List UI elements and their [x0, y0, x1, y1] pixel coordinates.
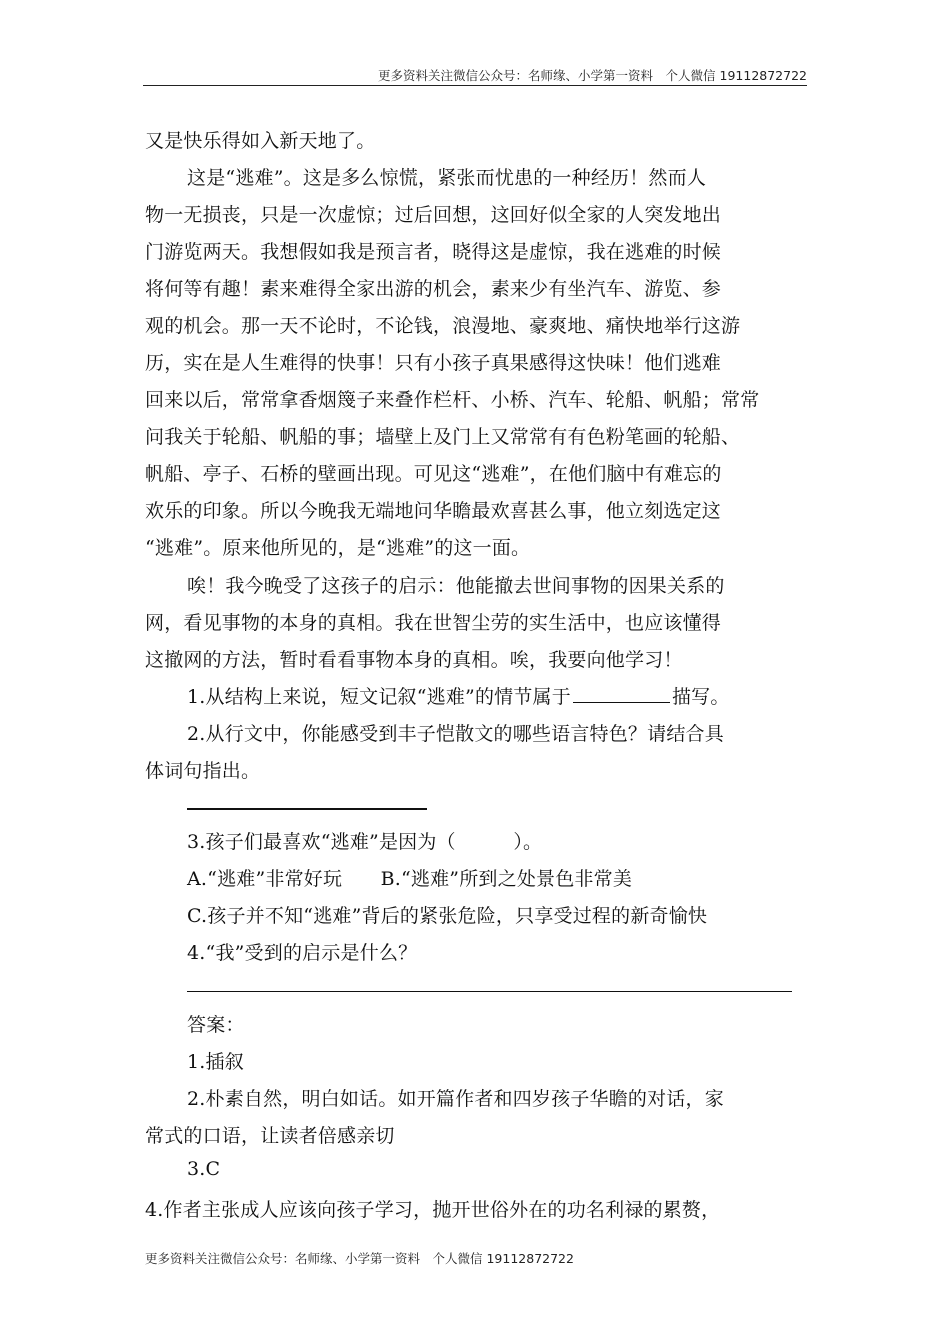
page-footer: 更多资料关注微信公众号：名师缘、小学第一资料 个人微信 19112872722 [145, 1251, 574, 1266]
answers-title: 答案： [187, 1014, 245, 1036]
answer-2-continued: 常式的口语，让读者倍感亲切 [145, 1125, 395, 1147]
answer-3: 3.C [187, 1158, 221, 1180]
question-2-continued: 体词句指出。 [145, 760, 261, 782]
answer-line[interactable] [187, 991, 792, 992]
passage-line: 问我关于轮船、帆船的事；墙壁上及门上又常常有有色粉笔画的轮船、 [145, 426, 741, 448]
passage-line: 这是“逃难”。这是多么惊慌，紧张而忧患的一种经历！然而人 [187, 167, 707, 189]
passage-line: 历，实在是人生难得的快事！只有小孩子真果感得这快味！他们逃难 [145, 352, 722, 374]
question-4: 4.“我”受到的启示是什么？ [187, 942, 418, 964]
passage-line: 网，看见事物的本身的真相。我在世智尘劳的实生活中，也应该懂得 [145, 612, 722, 634]
passage-line: 又是快乐得如入新天地了。 [145, 130, 376, 152]
answer-4: 4.作者主张成人应该向孩子学习，抛开世俗外在的功名利禄的累赘， [145, 1199, 721, 1221]
header-rule [143, 85, 807, 86]
passage-line: 回来以后，常常拿香烟篾子来叠作栏杆、小桥、汽车、轮船、帆船；常常 [145, 389, 760, 411]
question-3-option-c: C.孩子并不知“逃难”背后的紧张危险，只享受过程的新奇愉快 [187, 905, 708, 927]
question-3: 3.孩子们最喜欢“逃难”是因为（ ）。 [187, 831, 543, 853]
passage-line: 门游览两天。我想假如我是预言者，晓得这是虚惊，我在逃难的时候 [145, 241, 722, 263]
answer-2: 2.朴素自然，明白如话。如开篇作者和四岁孩子华瞻的对话，家 [187, 1088, 724, 1110]
question-2: 2.从行文中，你能感受到丰子恺散文的哪些语言特色？请结合具 [187, 723, 724, 745]
passage-line: “逃难”。原来他所见的，是“逃难”的这一面。 [145, 537, 531, 559]
question-1 [187, 682, 730, 709]
passage-line: 这撤网的方法，暂时看看事物本身的真相。唉，我要向他学习！ [145, 649, 683, 671]
question-3-options-ab: A.“逃难”非常好玩 B.“逃难”所到之处景色非常美 [187, 868, 633, 890]
passage-line: 帆船、亭子、石桥的壁画出现。可见这“逃难”，在他们脑中有难忘的 [145, 463, 722, 485]
passage-line: 物一无损丧，只是一次虚惊；过后回想，这回好似全家的人突发地出 [145, 204, 722, 226]
question-1-suffix: 描写。 [671, 686, 730, 708]
question-1-text: 1.从结构上来说，短文记叙“逃难”的情节属于 [187, 686, 571, 708]
passage-line: 欢乐的印象。所以今晚我无端地问华瞻最欢喜甚么事，他立刻选定这 [145, 500, 722, 522]
page-header: 更多资料关注微信公众号：名师缘、小学第一资料 个人微信 19112872722 [378, 68, 807, 83]
answer-line[interactable] [187, 808, 427, 810]
answer-blank[interactable] [573, 684, 670, 703]
passage-line: 观的机会。那一天不论时，不论钱，浪漫地、豪爽地、痛快地举行这游 [145, 315, 741, 337]
answer-1: 1.插叙 [187, 1051, 244, 1073]
passage-line: 将何等有趣！素来难得全家出游的机会，素来少有坐汽车、游览、参 [145, 278, 722, 300]
passage-line: 唉！我今晚受了这孩子的启示：他能撤去世间事物的因果关系的 [187, 575, 725, 597]
